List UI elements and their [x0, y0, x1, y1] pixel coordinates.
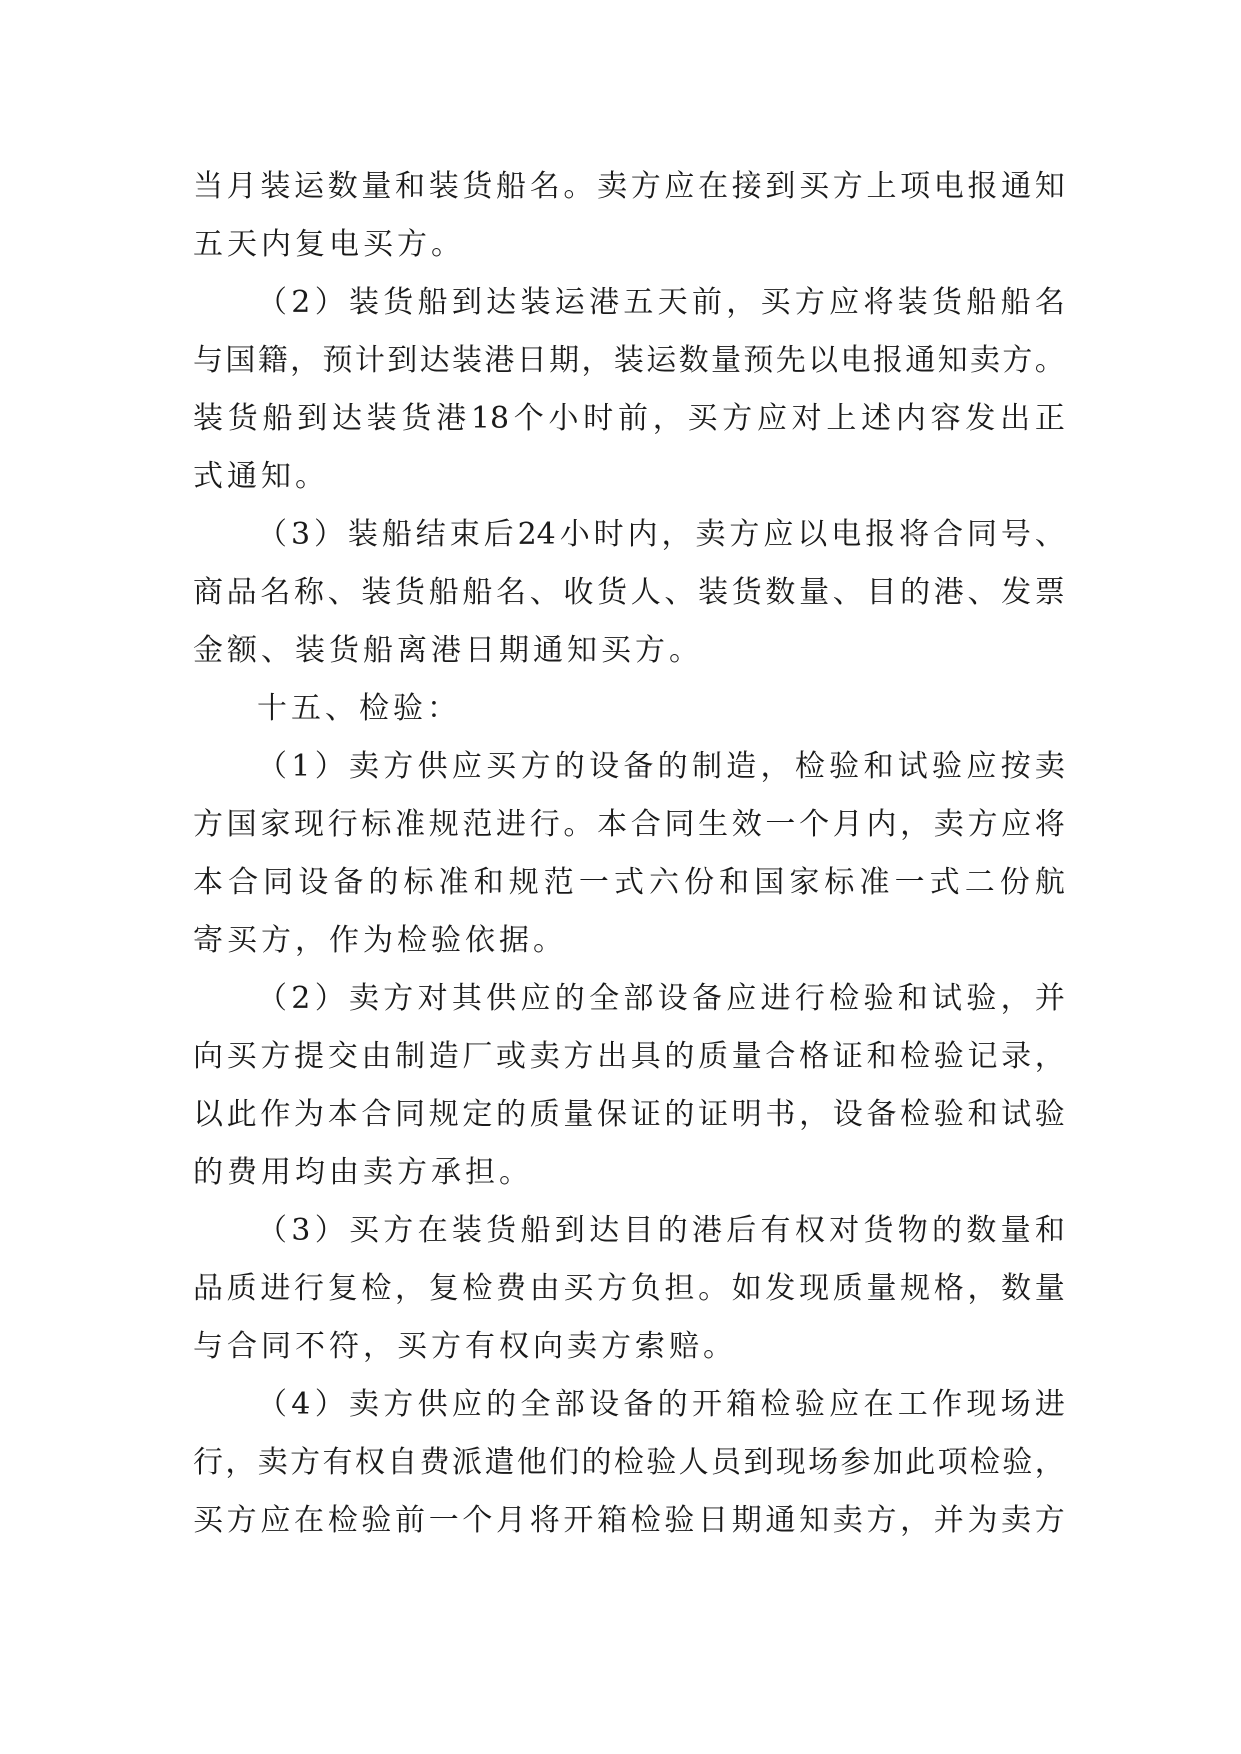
text-line: 寄买方，作为检验依据。	[193, 923, 567, 958]
text-line: （ 3 ） 装 船 结 束 后 24 小 时 内 ， 卖 方 应 以 电 报 将 合 同 号 、	[257, 517, 1065, 552]
text-line: 当 月 装 运 数 量 和 装 货 船 名 。 卖 方 应 在 接 到 买 方 上 项 电 报 通 知	[193, 169, 1065, 204]
text-line: 方 国 家 现 行 标 准 规 范 进 行 。 本 合 同 生 效 一 个 月 内 ， 卖 方 应 将	[193, 807, 1065, 842]
contract-body-text	[193, 158, 1065, 1550]
text-line: 装 货 船 到 达 装 货 港 18 个 小 时 前 ， 买 方 应 对 上 述 内 容 发 出 正	[193, 401, 1065, 436]
text-line: 与合同不符，买方有权向卖方索赔。	[193, 1329, 737, 1364]
text-line: （ 4 ） 卖 方 供 应 的 全 部 设 备 的 开 箱 检 验 应 在 工 作 现 场 进	[257, 1387, 1065, 1422]
text-line: （ 3 ） 买 方 在 装 货 船 到 达 目 的 港 后 有 权 对 货 物 的 数 量 和	[257, 1213, 1065, 1248]
text-line: 十五、检验：	[257, 691, 461, 726]
text-line: （ 1 ） 卖 方 供 应 买 方 的 设 备 的 制 造 ， 检 验 和 试 验 应 按 卖	[257, 749, 1065, 784]
text-line: 买 方 应 在 检 验 前 一 个 月 将 开 箱 检 验 日 期 通 知 卖 方 ， 并 为 卖 方	[193, 1503, 1065, 1538]
text-line: 品 质 进 行 复 检 ， 复 检 费 由 买 方 负 担 。 如 发 现 质 量 规 格 ， 数 量	[193, 1271, 1065, 1306]
text-line: 金额、装货船离港日期通知买方。	[193, 633, 703, 668]
text-line: 以 此 作 为 本 合 同 规 定 的 质 量 保 证 的 证 明 书 ， 设 备 检 验 和 试 验	[193, 1097, 1065, 1132]
text-line: 式通知。	[193, 459, 329, 494]
text-line: 五天内复电买方。	[193, 227, 465, 262]
text-line: 向 买 方 提 交 由 制 造 厂 或 卖 方 出 具 的 质 量 合 格 证 和 检 验 记 录 ，	[193, 1039, 1065, 1074]
text-line: （ 2 ） 装 货 船 到 达 装 运 港 五 天 前 ， 买 方 应 将 装 货 船 船 名	[257, 285, 1065, 320]
text-line: 行 ， 卖 方 有 权 自 费 派 遣 他 们 的 检 验 人 员 到 现 场 参 加 此 项 检 验 ，	[193, 1445, 1065, 1480]
text-line: 的费用均由卖方承担。	[193, 1155, 533, 1190]
text-line: 本 合 同 设 备 的 标 准 和 规 范 一 式 六 份 和 国 家 标 准 一 式 二 份 航	[193, 865, 1065, 900]
text-line: 商 品 名 称 、 装 货 船 船 名 、 收 货 人 、 装 货 数 量 、 目 的 港 、 发 票	[193, 575, 1065, 610]
text-line: （ 2 ） 卖 方 对 其 供 应 的 全 部 设 备 应 进 行 检 验 和 试 验 ， 并	[257, 981, 1065, 1016]
text-line: 与 国 籍 ， 预 计 到 达 装 港 日 期 ， 装 运 数 量 预 先 以 电 报 通 知 卖 方 。	[193, 343, 1065, 378]
